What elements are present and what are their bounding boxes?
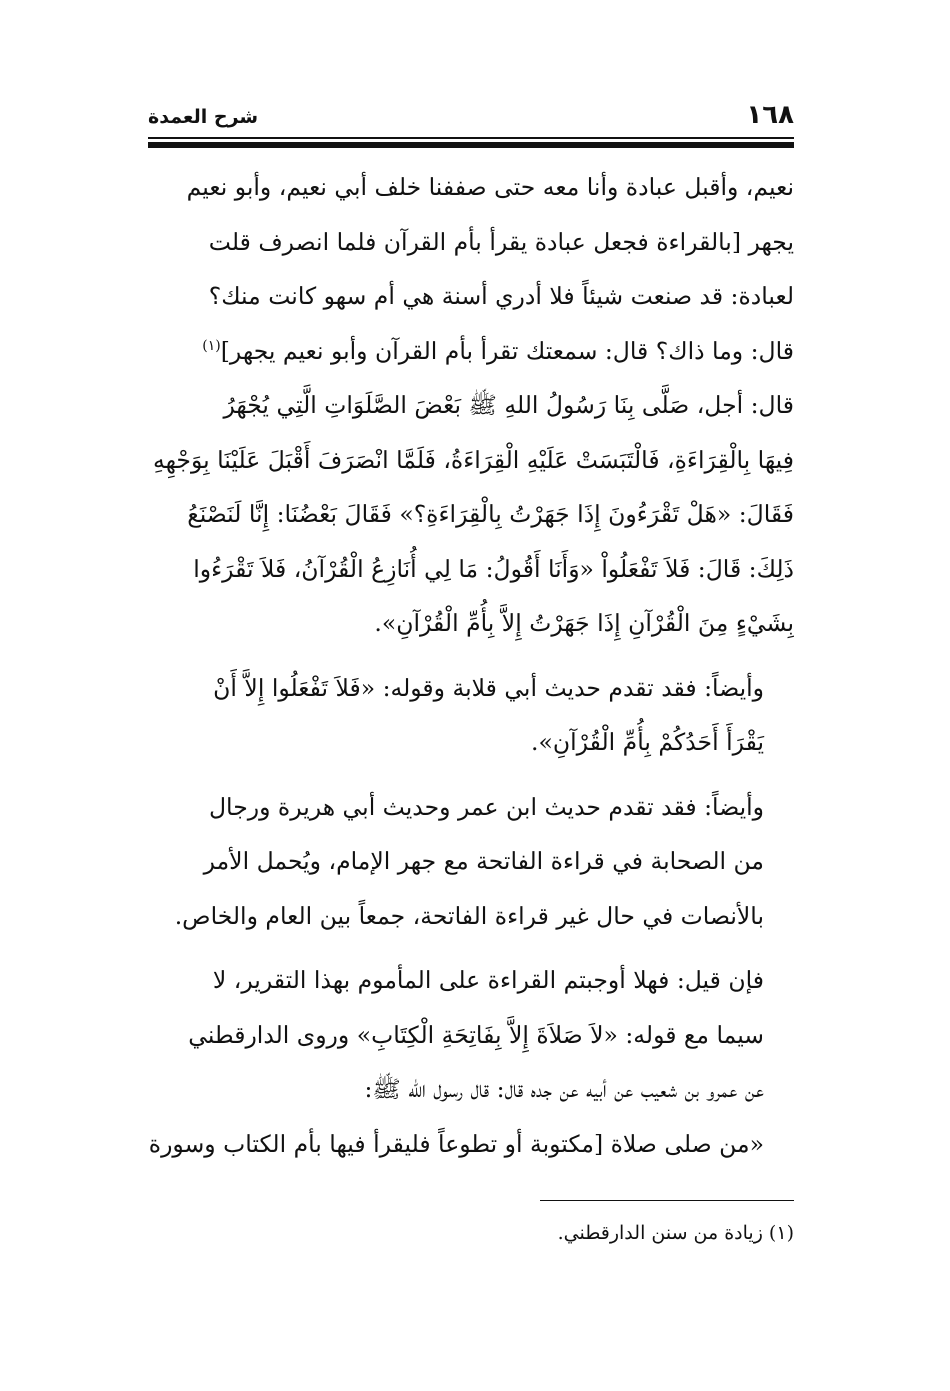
text-line: يَقْرَأَ أَحَدُكُمْ بِأُمِّ الْقُرْآنِ». — [531, 728, 764, 756]
text-line: بالأنصات في حال غير قراءة الفاتحة، جمعاً بين العام والخاص. — [174, 901, 764, 930]
text-line: فِيهَا بِالْقِرَاءَةِ، فَالْتَبَسَتْ عَلَيْهِ الْقِرَاءَةُ، فَلَمَّا انْصَرَفَ أَقْبَلَ عَلَيْنَا بِوَجْهِهِ — [153, 445, 794, 474]
body-text — [148, 160, 794, 1171]
text-line: من الصحابة في قراءة الفاتحة مع جهر الإمام، ويُحمل الأمر — [203, 847, 764, 875]
text-line: «من صلى صلاة [مكتوبة أو تطوعاً فليقرأ فيها بأم الكتاب وسورة — [148, 1129, 764, 1158]
text-line: سيما مع قوله: «لاَ صَلاَةَ إِلاَّ بِفَاتِحَةِ الْكِتَابِ» وروى الدارقطني — [188, 1020, 764, 1049]
footnote-marker: (١) — [202, 337, 221, 354]
text-line: قال: وما ذاك؟ قال: سمعتك تقرأ بأم القرآن وأبو نعيم يجهر] — [220, 336, 794, 365]
text-line: نعيم، وأقبل عبادة وأنا معه حتى صففنا خلف أبي نعيم، وأبو نعيم — [186, 173, 794, 201]
text-line: فَقَالَ: «هَلْ تَقْرَءُونَ إِذَا جَهَرْتُ بِالْقِرَاءَةِ؟» فَقَالَ بَعْضُنَا: إِنَّا لَنَصْنَعُ — [187, 500, 794, 528]
text-line: وأيضاً: فقد تقدم حديث ابن عمر وحديث أبي هريرة ورجال — [208, 792, 764, 821]
text-line-with-footnote — [148, 324, 794, 379]
paragraph-1 — [148, 160, 794, 651]
text-line: بِشَيْءٍ مِنَ الْقُرْآنِ إِذَا جَهَرْتُ إِلاَّ بِأُمِّ الْقُرْآنِ». — [374, 609, 794, 637]
paragraph-2 — [148, 661, 794, 770]
text-line: وأيضاً: فقد تقدم حديث أبي قلابة وقوله: «فَلاَ تَفْعَلُوا إِلاَّ أَنْ — [213, 673, 764, 702]
text-line: ذَلِكَ: قَالَ: فَلاَ تَفْعَلُواْ «وَأَنَا أَقُولُ: مَا لِي أُنَازِعُ الْقُرْآنُ، فَلاَ تَقْرَءُوا — [193, 554, 794, 583]
footnote: (١) زيادة من سنن الدارقطني. — [557, 1222, 794, 1244]
text-line: عن عمرو بن شعيب عن أبيه عن جده قال: قال رسول الله ﷺ: — [364, 1075, 764, 1103]
page-number: ١٦٨ — [746, 100, 794, 130]
text-line: لعبادة: قد صنعت شيئاً فلا أدري أسنة هي أم سهو كانت منك؟ — [208, 282, 794, 310]
header-rule-thin — [148, 137, 794, 139]
text-line: فإن قيل: فهلا أوجبتم القراءة على المأموم بهذا التقرير، لا — [212, 966, 764, 994]
page-header — [148, 96, 794, 136]
paragraph-3 — [148, 780, 794, 944]
footnote-rule — [540, 1200, 794, 1201]
text-line: يجهر [بالقراءة فجعل عبادة يقرأ بأم القرآن فلما انصرف قلت — [208, 227, 794, 256]
paragraph-4 — [148, 953, 794, 1171]
header-rule-thick — [148, 142, 794, 148]
running-title: شرح العمدة — [148, 106, 259, 128]
text-line: قال: أجل، صَلَّى بِنَا رَسُولُ اللهِ ﷺ بَعْضَ الصَّلَوَاتِ الَّتِي يُجْهَرُ — [223, 391, 794, 419]
